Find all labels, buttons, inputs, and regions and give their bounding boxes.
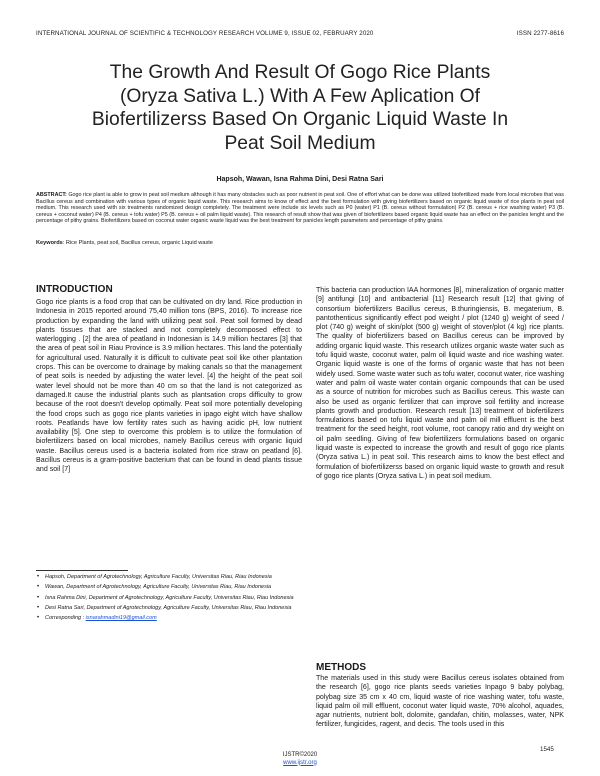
journal-name: INTERNATIONAL JOURNAL OF SCIENTIFIC & TECHNOLOGY RESEARCH VOLUME 9, ISSUE 02, FEBRUARY 2020 xyxy=(36,30,374,37)
abstract-text: Gogo rice plant ia able to grow in peat soil medium although it has many obstacles such as poor nutrient in peat soil. One of effort what can be done was utilized biofertilized made from local microbes that was Bacillus cereus and combination with various types of organic liquid waste. This research aims to know of effect and the best formulation with giving biofertilizers based on organic liquid waste of rice plants in peat soil medium. This research used with six treatments randomized design completely. The treatment were include six levels such as P0 (water) P1 (B. cereus without formulation) P2 (B. cereus + rice washing water) P3 (B. cereus + coconut water) P4 (B. cereus + tofu water) P5 (B. cereus + oil palm liquid waste). This research of result show that was given of biofertilizers based organic liquid waste has an effect on the panicles lenght and the percentage of pithy grains. Biofertilizers based on coconut water organic waste liquid was the best treatment for panicles length parameters and percentage of pithy grains. xyxy=(36,192,565,225)
abstract-label: ABSTRACT: xyxy=(36,192,67,198)
methods-heading: METHODS xyxy=(316,662,366,673)
introduction-heading: INTRODUCTION xyxy=(36,284,113,295)
affiliation-note: • Isna Rahma Dini, Department of Agrotechnology, Agriculture Faculty, Universitas Riau, Riau Indonesia xyxy=(36,595,302,602)
corresponding-email-link[interactable]: isnarahmadini19@gmail.com xyxy=(85,615,157,622)
title-line: Biofertilizerss Based On Organic Liquid Waste In xyxy=(91,109,509,130)
keywords-text: : Rice Plants, peat soil, Bacillus cereus, organic Liquid waste xyxy=(62,240,213,246)
corresponding-label: Corresponding : xyxy=(45,615,86,622)
author-affiliations xyxy=(36,574,302,625)
introduction-right-column: This bacteria can production IAA hormones [8], mineralization of organic matter [9] antifungi [10] and antibacterial [11] Research result [12] that giving of consortium biofertilizers Bacillus cereus, B.thuringiensis, B. megaterium, B. pantothenticus significantly effect pod weight / plot (1240 g) weight of seed / plot (740 g) weight of skin/plot (500 g) weight of stover/plot (4 kg) rice plants. The quality of biofertilizers based on Bacillus cereus can be improved by adding organic liquid waste. This research utilizes organic waste water such as tofu liquid waste, coconut water, palm oil liquid waste and rice washing water. Organic liquid waste is one of the forms of organic waste that has not been widely used. Some waste water such as tofu water, coconut water, rice washing water and palm oil waste water contain organic compounds that can be used as a source of nutrition for microbes such as Bacillus cereus. This waste can also be used as organic fertilizer that can improve soil fertility and increase plants growth and production. Research result [13] treatment of biofertilizers formulations based on tofu liquid waste and palm oil mill effluent is the best treatment for the seed height, root volume, root canopy ratio and dry weight on oil palm seedling. Giving of few biofertilizers formulations based on organic liquid waste is expected to increase the growth and result of gogo rice plants (Oryza sativa L.) in peat soil. This research aims to know the best effect and formulation of biofertilizerss based on organic liquid waste to growth and result of gogo rice plants (Oryza sativa L.) in peat soil medium. xyxy=(316,287,564,480)
methods-text: The materials used in this study were Bacillus cereus isolates obtained from the research [6], gogo rice plants seeds varieties Inpago 9 baby polybag, polybag size 35 cm x 40 cm, liquid waste of rice washing water, tofu waste, liquid palm oil mill effluent, coconut water liquid waste, 70% alcohol, aquades, agar nutrients, nutrient bolt, dolomite, gandafan, chitin, molasses, water, NPK fertilizer, fungicides, ragent, and decis. The tools used in this xyxy=(316,675,564,729)
introduction-left-column: Gogo rice plants is a food crop that can be cultivated on dry land. Rice production in Indonesia in 2015 reported around 75,40 million tons (BPS, 2016). To increase rice production by expanding the land with utilizing peat soil. Peat soil formed by dead plants tissues that are stacked and not completely decomposed effect to waterlogging . [2] the area of peatland in Indonesian is 14.9 million hectares [3] that the area of peat soil in Riau Province is 3.9 million hectares. This land the potentially for agricultural used. Naturally it is difficult to cultivate peat soil like other plantation crops. This can be overcome to drainage by making canals so that the management of peat soils is needed by adjusting the water level. [4] the height of the peat soil water level should not be more than 40 cm so that the land is not categorized as damaged.It cause the industrial plants such as plantsation crops difficulty to grow because of the root doesn't develop optimally. Peat soil more potentially developing the food crops such as gogo rice plants varieties in ipago eight witch have shallow roots. Peatlands have low fertility rates such as having acidic pH, low nutrient availability [5]. One step to overcome this problem is to utilize the formulation of biofertilizers based on local microbes, namely Bacillus cereus with organic liquid waste. Bacillus cereus used is a bacteria isolated from rice straw on peatland [6]. Bacillus cereus is a gram-positive bacterium that can be found in dead plants tissue and soil [7] xyxy=(36,299,302,474)
copyright-code: IJSTR©2020 xyxy=(282,752,318,758)
journal-url-link[interactable]: www.ijstr.org xyxy=(283,759,317,766)
page-number: 1545 xyxy=(540,746,554,753)
abstract xyxy=(36,192,564,225)
corresponding-note xyxy=(36,615,302,622)
page-footer xyxy=(0,752,600,767)
title-line: Peat Soil Medium xyxy=(224,132,376,154)
affiliation-note: • Wawan, Department of Agrotechnology, Agriculture Faculty, Universitas Riau, Riau Indonesia xyxy=(36,584,302,591)
footnote-divider xyxy=(36,570,128,571)
affiliation-note: • Hapsoh, Department of Agrotechnology, Agriculture Faculty, Universitas Riau, Riau Indonesia xyxy=(36,574,302,581)
title-line: The Growth And Result Of Gogo Rice Plants xyxy=(109,62,491,83)
issn: ISSN 2277-8616 xyxy=(516,30,564,37)
affiliation-note: • Desi Ratna Sari, Department of Agrotechnology, Agriculture Faculty, Universitas Riau, Riau Indonesia xyxy=(36,605,302,612)
author-list: Hapsoh, Wawan, Isna Rahma Dini, Desi Ratna Sari xyxy=(216,176,384,183)
paper-title xyxy=(40,61,560,155)
keywords-label: Keywords xyxy=(36,240,63,246)
keywords xyxy=(36,240,564,246)
title-line: (Oryza Sativa L.) With A Few Aplication Of xyxy=(119,85,481,107)
